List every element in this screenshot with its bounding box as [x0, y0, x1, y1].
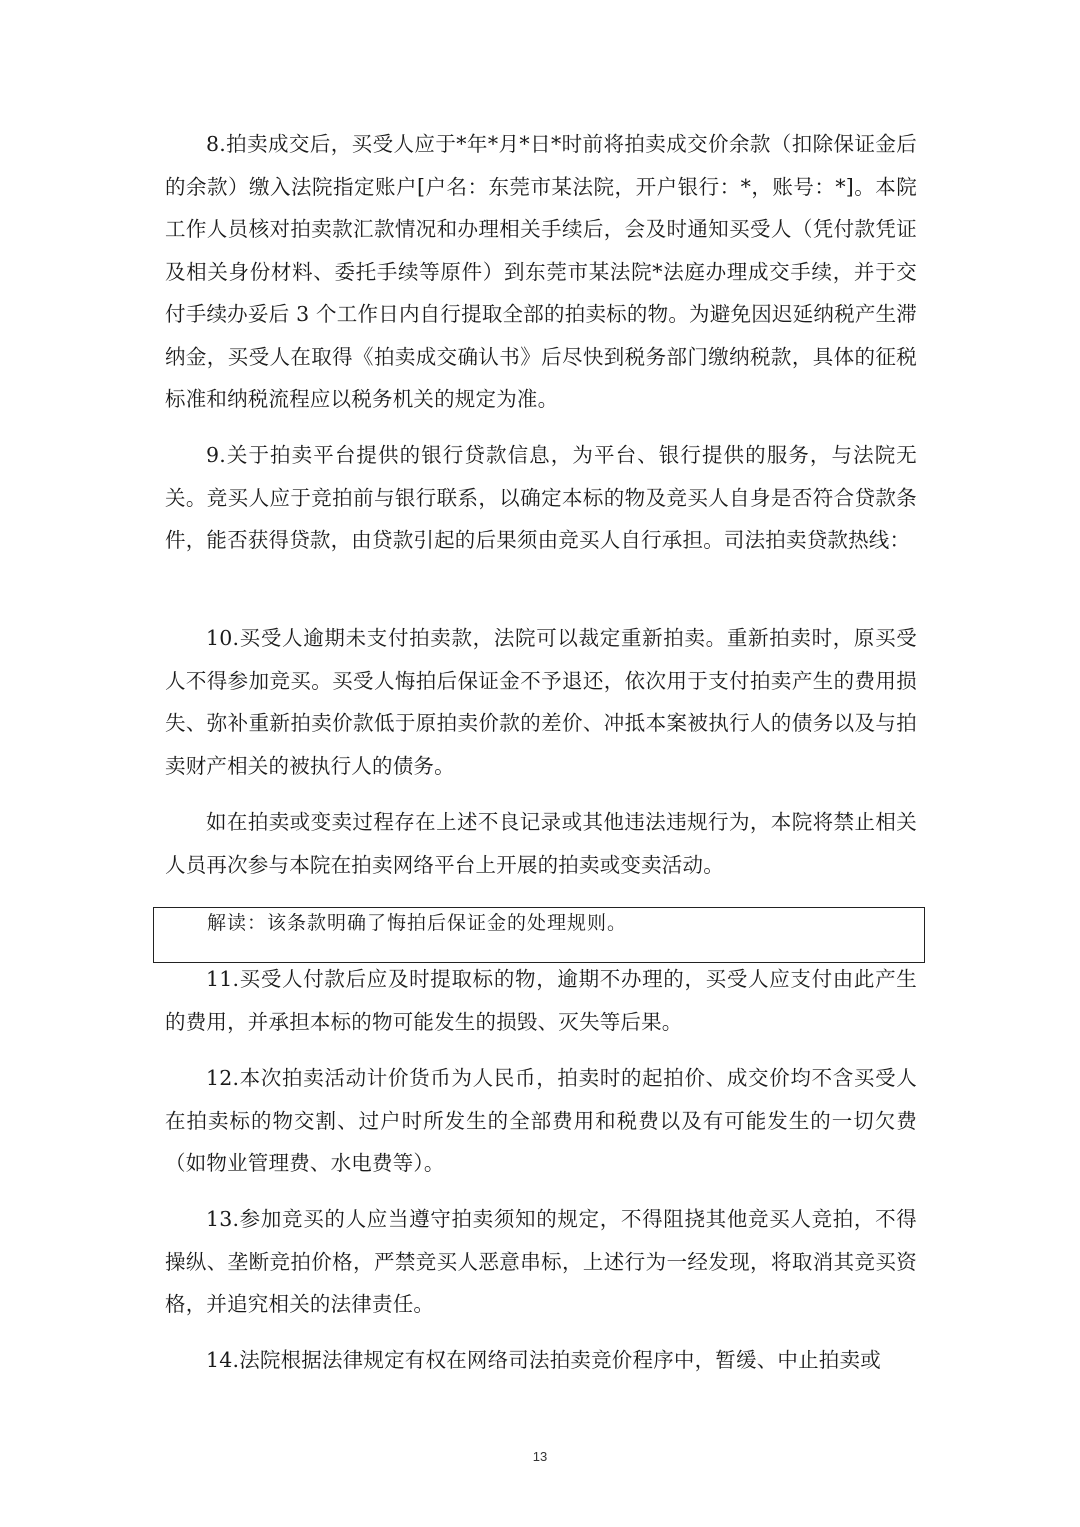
paragraph-item-14: 14.法院根据法律规定有权在网络司法拍卖竞价程序中，暂缓、中止拍卖或	[206, 1348, 881, 1372]
paragraph-item-13: 13.参加竞买的人应当遵守拍卖须知的规定，不得阻挠其他竞买人竞拍，不得操纵、垄断竞拍价格，严禁竞买人恶意串标，上述行为一经发现，将取消其竞买资格，并追究相关的法律责任。	[165, 1207, 917, 1316]
paragraph-item-12: 12.本次拍卖活动计价货币为人民币，拍卖时的起拍价、成交价均不含买受人在拍卖标的物交割、过户时所发生的全部费用和税费以及有可能发生的一切欠费（如物业管理费、水电费等）。	[165, 1066, 917, 1175]
paragraph-item-9: 9.关于拍卖平台提供的银行贷款信息，为平台、银行提供的服务，与法院无关。竞买人应于竞拍前与银行联系，以确定本标的物及竞买人自身是否符合贷款条件，能否获得贷款，由贷款引起的后果须由竞买人自行承担。司法拍卖贷款热线：	[165, 443, 917, 552]
paragraph-item-8: 8.拍卖成交后，买受人应于*年*月*日*时前将拍卖成交价余款（扣除保证金后的余款）缴入法院指定账户[户名：东莞市某法院，开户银行：*，账号：*]。本院工作人员核对拍卖款汇款情况和办理相关手续后，会及时通知买受人（凭付款凭证及相关身份材料、委托手续等原件）到东莞市某法院*法庭办理成交手续，并于交付手续办妥后 3 个工作日内自行提取全部的拍卖标的物。为避免因迟延纳税产生滞纳金，买受人在取得《拍卖成交确认书》后尽快到税务部门缴纳税款，具体的征税标准和纳税流程应以税务机关的规定为准。	[165, 132, 917, 411]
paragraph-item-10: 10.买受人逾期未支付拍卖款，法院可以裁定重新拍卖。重新拍卖时，原买受人不得参加竞买。买受人悔拍后保证金不予退还，依次用于支付拍卖产生的费用损失、弥补重新拍卖价款低于原拍卖价款的差价、冲抵本案被执行人的债务以及与拍卖财产相关的被执行人的债务。	[165, 626, 917, 778]
paragraph-violation-notice: 如在拍卖或变卖过程存在上述不良记录或其他违法违规行为，本院将禁止相关人员再次参与本院在拍卖网络平台上开展的拍卖或变卖活动。	[165, 810, 917, 877]
page-number: 13	[532, 1449, 548, 1464]
paragraph-item-11: 11.买受人付款后应及时提取标的物，逾期不办理的，买受人应支付由此产生的费用，并承担本标的物可能发生的损毁、灭失等后果。	[165, 967, 917, 1034]
interpretation-note-text: 解读：该条款明确了悔拍后保证金的处理规则。	[207, 912, 628, 934]
